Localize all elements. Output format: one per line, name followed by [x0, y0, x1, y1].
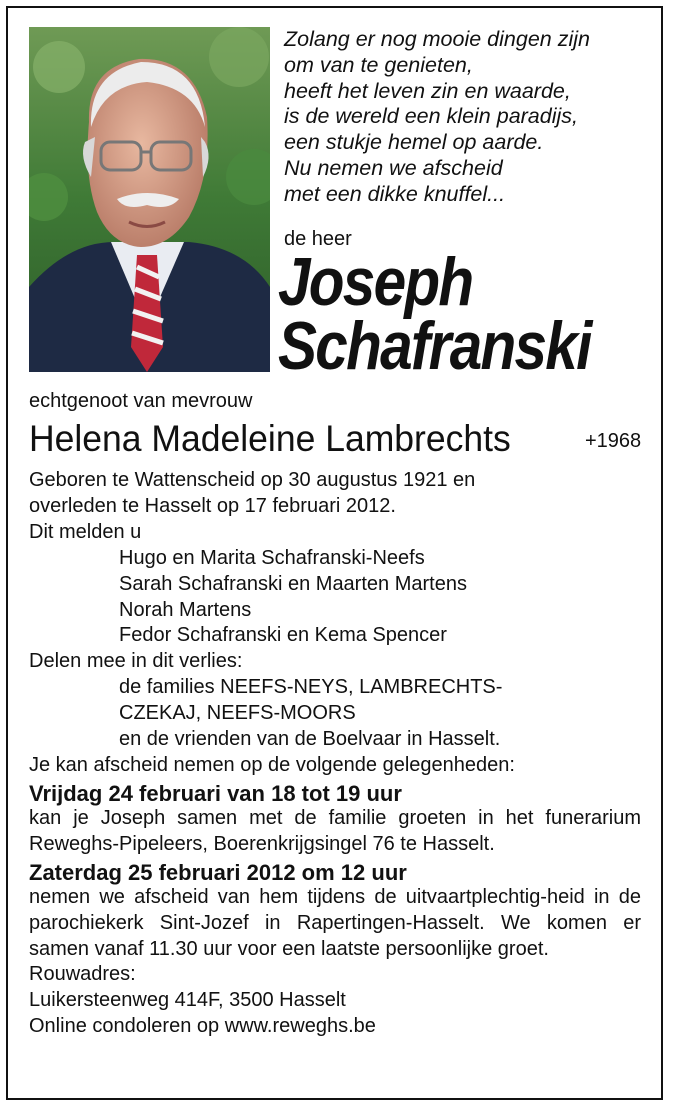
online-condolence: Online condoleren op www.reweghs.be: [29, 1015, 376, 1038]
spouse-name: Helena Madeleine Lambrechts: [29, 418, 511, 459]
notice-body: [29, 468, 641, 1040]
poem-line: met een dikke knuffel...: [284, 181, 506, 206]
death-line: overleden te Hasselt op 17 februari 2012.: [29, 494, 396, 517]
deceased-name: [278, 244, 591, 384]
sharer-line: en de vrienden van de Boelvaar in Hasselt.: [119, 728, 501, 751]
poem-line: een stukje hemel op aarde.: [284, 130, 544, 155]
first-name: Joseph: [278, 244, 473, 320]
poem-line: is de wereld een klein paradijs,: [284, 104, 578, 129]
sharer-line: CZEKAJ, NEEFS-MOORS: [119, 702, 356, 725]
announcer: Norah Martens: [119, 598, 252, 621]
portrait-photo: [29, 27, 270, 372]
occasion-2-text: nemen we afscheid van hem tijdens de uitvaartplechtig-heid in de parochiekerk Sint-Jozef in Rapertingen-Hasselt. We komen er samen vanaf 11.30 uur voor een laatste persoonlijke groet.: [29, 885, 641, 960]
last-name: Schafranski: [278, 308, 591, 384]
spouse-intro: echtgenoot van mevrouw: [29, 390, 253, 412]
occasion-1-text: kan je Joseph samen met de familie groeten in het funerarium Reweghs-Pipeleers, Boerenkrijgsingel 76 te Hasselt.: [29, 806, 641, 855]
address-value: Luikersteenweg 414F, 3500 Hasselt: [29, 989, 346, 1012]
poem-line: Nu nemen we afscheid: [284, 155, 503, 180]
announcers-label: Dit melden u: [29, 520, 142, 543]
sharers-label: Delen mee in dit verlies:: [29, 650, 243, 673]
birth-line: Geboren te Wattenscheid op 30 augustus 1921 en: [29, 469, 476, 491]
sharer-line: de families NEEFS-NEYS, LAMBRECHTS-: [119, 676, 503, 699]
spouse-death-year: +1968: [585, 430, 642, 452]
address-label: Rouwadres:: [29, 963, 136, 986]
announcer: Sarah Schafranski en Maarten Martens: [119, 572, 467, 595]
announcer: Hugo en Marita Schafranski-Neefs: [119, 546, 425, 569]
title-label: de heer: [284, 228, 352, 250]
occasion-1-heading: Vrijdag 24 februari van 18 tot 19 uur: [29, 780, 402, 806]
occasions-intro: Je kan afscheid nemen op de volgende gelegenheden:: [29, 753, 515, 776]
poem-line: om van te genieten,: [284, 52, 473, 77]
poem-line: heeft het leven zin en waarde,: [284, 78, 571, 103]
announcer: Fedor Schafranski en Kema Spencer: [119, 624, 447, 647]
poem: [284, 27, 664, 208]
spouse: [29, 417, 642, 461]
occasion-2-heading: Zaterdag 25 februari 2012 om 12 uur: [29, 859, 407, 885]
poem-line: Zolang er nog mooie dingen zijn: [284, 27, 590, 51]
